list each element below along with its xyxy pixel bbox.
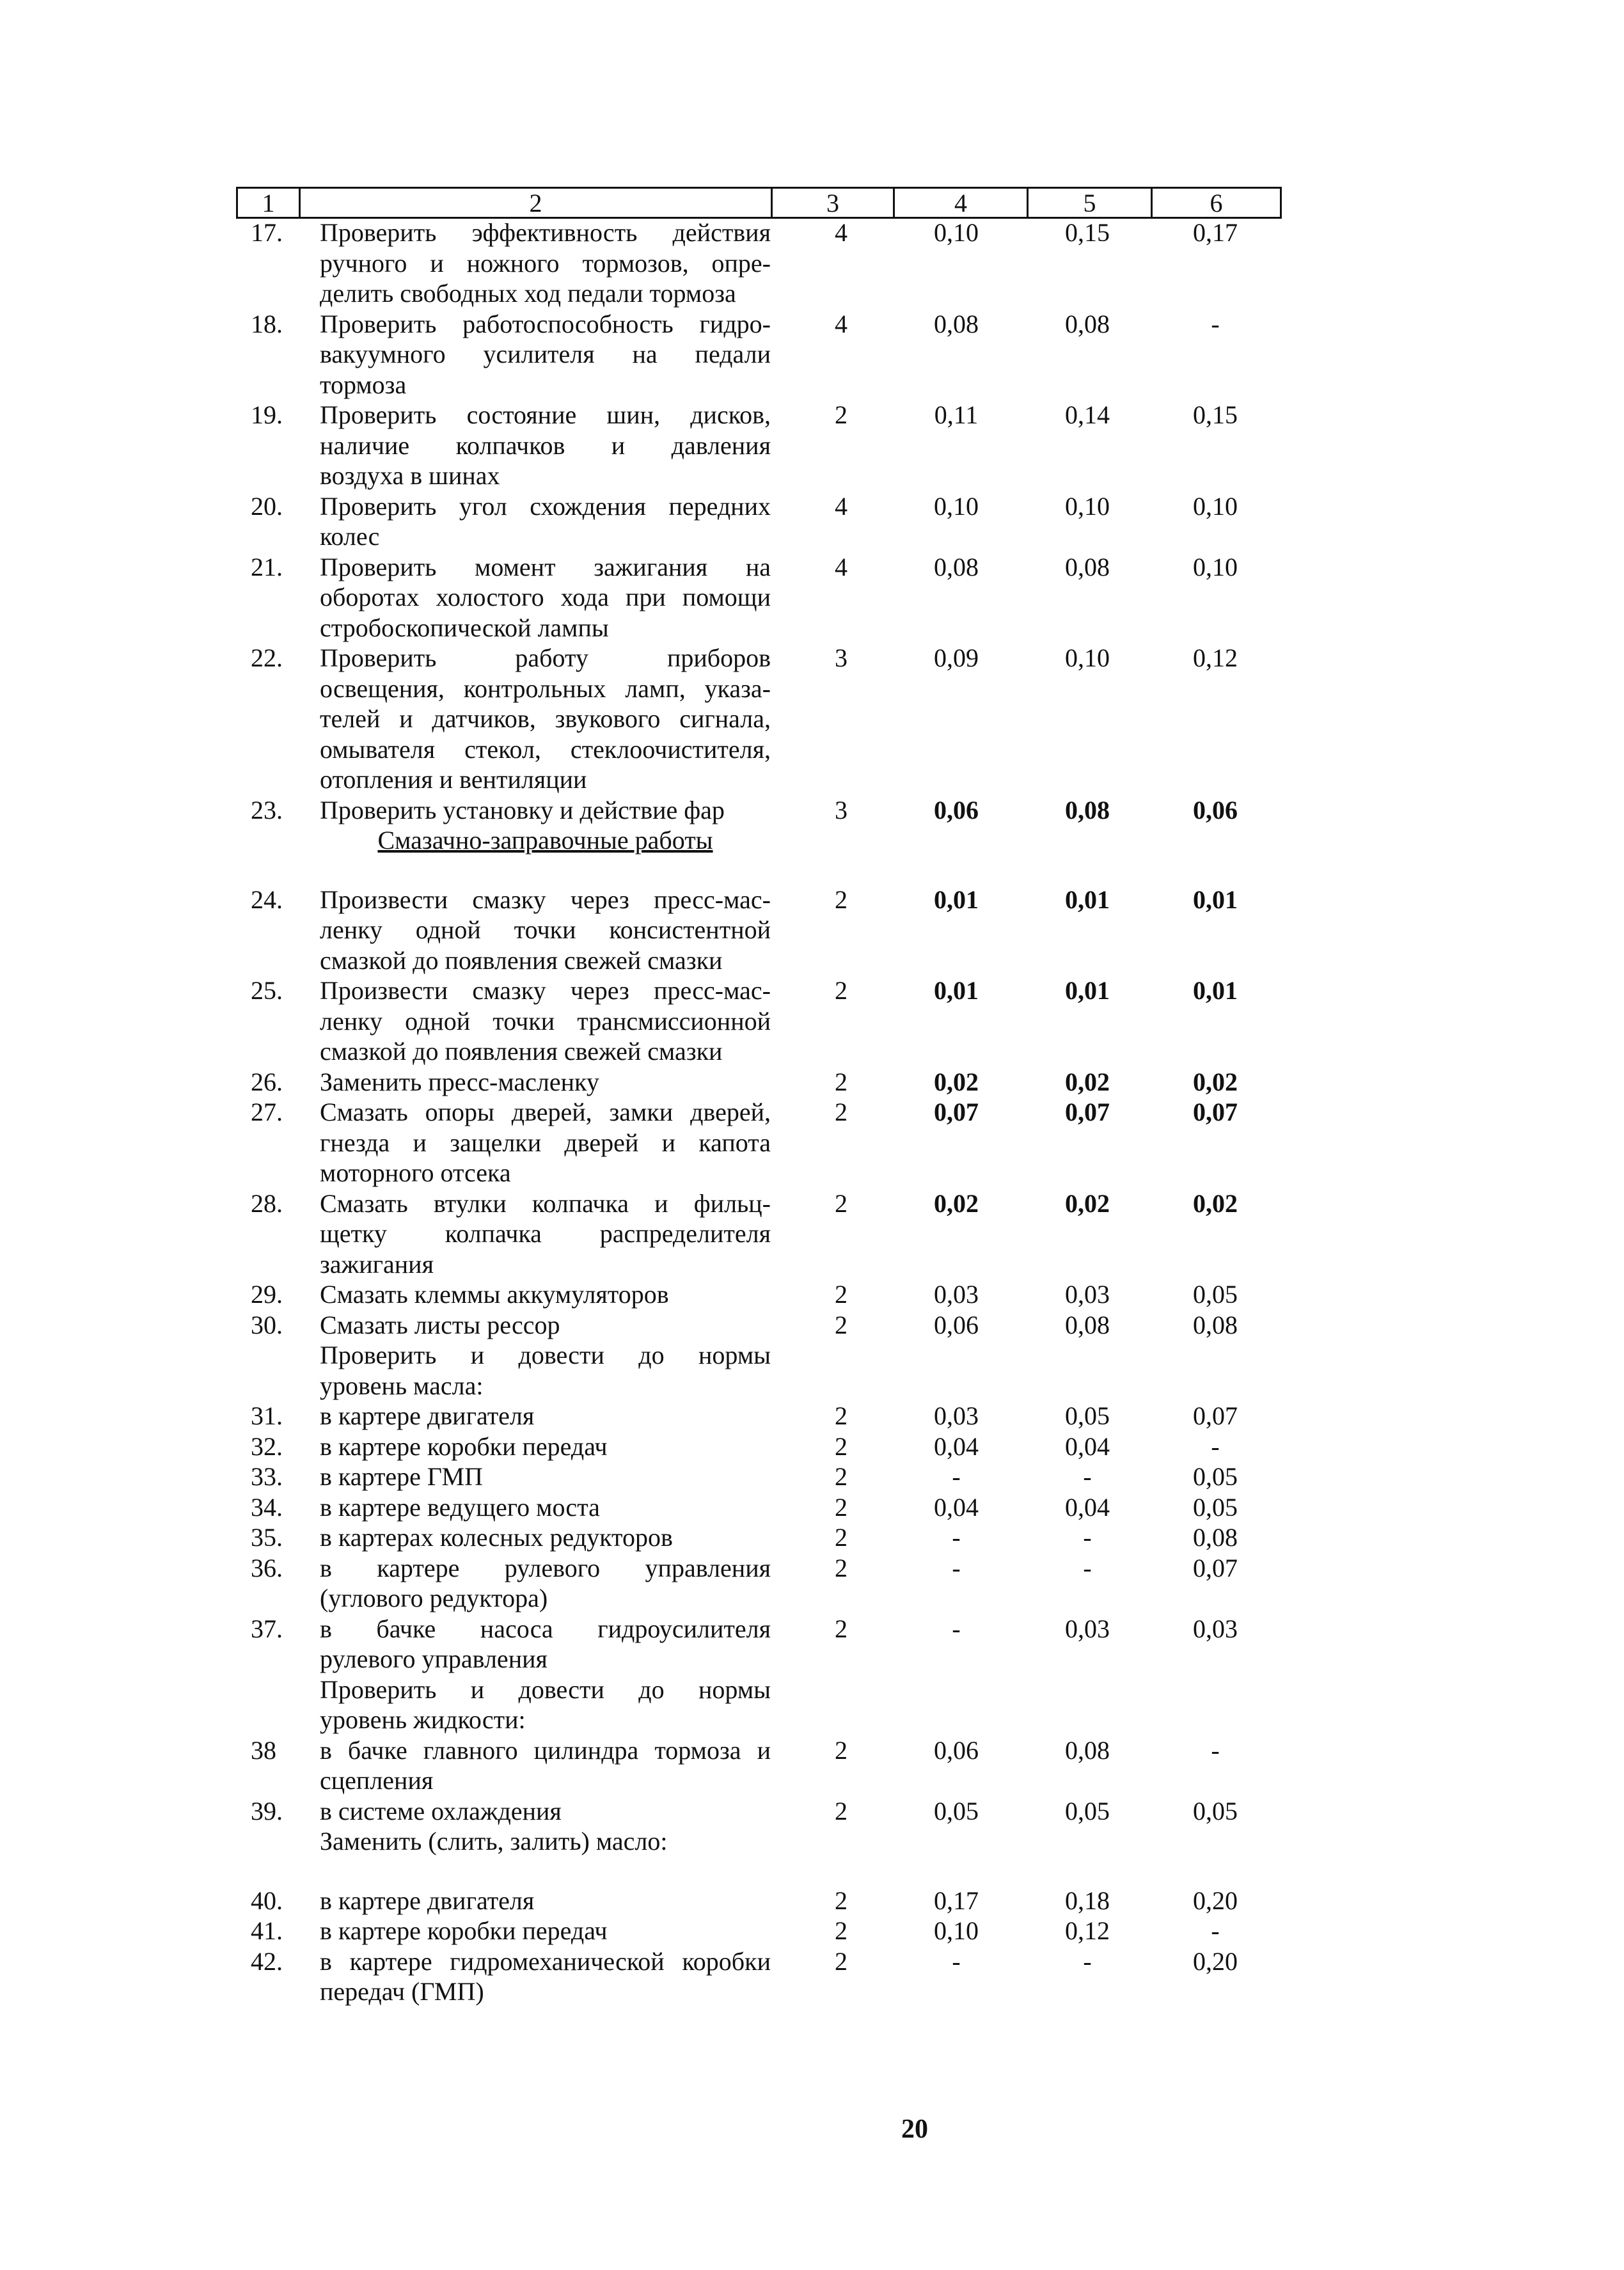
table-row: [0, 1735, 1624, 1796]
description-line: в бачке насоса гидроусилителя: [320, 1614, 771, 1643]
cell-col-3: 2: [835, 1614, 847, 1643]
row-number: 18.: [251, 309, 283, 338]
row-description: [320, 1492, 771, 1523]
header-col-1: 1: [262, 189, 275, 217]
table-row: [0, 1886, 1624, 1916]
cell-col-4: 0,04: [934, 1492, 979, 1522]
cell-col-5: 0,15: [1065, 218, 1110, 247]
cell-col-6: 0,10: [1193, 491, 1238, 521]
row-description: [320, 1796, 771, 1827]
table-row: [0, 885, 1624, 976]
row-description: [320, 552, 771, 643]
row-number: 31.: [251, 1401, 283, 1430]
table-row: [0, 1462, 1624, 1492]
cell-col-3: 2: [835, 1067, 847, 1096]
cell-col-4: 0,08: [934, 309, 979, 338]
description-line: отопления и вентиляции: [320, 765, 587, 794]
description-line: в картере коробки передач: [320, 1431, 608, 1461]
description-line: сцепления: [320, 1766, 434, 1795]
description-line: делить свободных ход педали тормоза: [320, 279, 736, 308]
cell-col-3: 2: [835, 1946, 847, 1976]
description-line: ленку одной точки трансмиссионной: [320, 1006, 771, 1036]
description-line: Произвести смазку через пресс-мас-: [320, 976, 771, 1005]
table-row: [0, 1553, 1624, 1614]
row-number: 32.: [251, 1431, 283, 1461]
header-col-2: 2: [529, 189, 542, 217]
row-description: [320, 1188, 771, 1280]
cell-col-4: 0,17: [934, 1886, 979, 1915]
cell-col-3: 3: [835, 795, 847, 824]
description-line: Смазать опоры дверей, замки дверей,: [320, 1098, 771, 1126]
row-number: 25.: [251, 976, 283, 1005]
table-header: [238, 187, 1282, 219]
row-number: 19.: [251, 400, 283, 429]
description-line: Произвести смазку через пресс-мас-: [320, 885, 771, 914]
cell-col-4: 0,07: [934, 1098, 979, 1126]
cell-col-5: 0,07: [1065, 1098, 1110, 1126]
row-number: 22.: [251, 643, 283, 672]
cell-col-3: 3: [835, 643, 847, 672]
table-row: [0, 1675, 1624, 1735]
cell-col-4: 0,05: [934, 1796, 979, 1825]
description-line: Проверить эффективность действия: [320, 218, 771, 247]
table-row: [0, 1067, 1624, 1098]
row-description: [320, 309, 771, 400]
description-line: тормоза: [320, 370, 407, 399]
cell-col-6: 0,06: [1193, 795, 1238, 824]
cell-col-5: 0,08: [1065, 795, 1110, 824]
row-description: [320, 643, 771, 795]
description-line: Проверить работу приборов: [320, 643, 771, 672]
table-row: [0, 643, 1624, 795]
cell-col-5: 0,08: [1065, 309, 1110, 338]
cell-col-6: 0,07: [1193, 1553, 1238, 1582]
table-row: [0, 1401, 1624, 1431]
cell-col-6: -: [1211, 1916, 1220, 1945]
cell-col-4: 0,08: [934, 552, 979, 581]
row-description: [320, 1553, 771, 1614]
row-description: [320, 975, 771, 1067]
row-description: [320, 1946, 771, 2007]
cell-col-6: 0,05: [1193, 1280, 1238, 1309]
cell-col-5: -: [1083, 1523, 1092, 1552]
table-row: [0, 1279, 1624, 1310]
table-row: [0, 1340, 1624, 1401]
table-row: [0, 1946, 1624, 2007]
description-line: в картере гидромеханической коробки: [320, 1946, 771, 1976]
cell-col-4: 0,04: [934, 1431, 979, 1461]
table-row: [0, 1097, 1624, 1188]
cell-col-4: 0,02: [934, 1067, 979, 1096]
description-line: Проверить угол схождения передних: [320, 491, 771, 521]
row-description: [320, 1675, 771, 1735]
cell-col-5: 0,10: [1065, 491, 1110, 521]
description-line: Проверить работоспособность гидро-: [320, 309, 771, 338]
cell-col-3: 2: [835, 1098, 847, 1126]
description-line: в картере коробки передач: [320, 1916, 608, 1945]
cell-col-4: -: [952, 1553, 961, 1582]
description-line: наличие колпачков и давления: [320, 430, 771, 460]
cell-col-3: 2: [835, 1401, 847, 1430]
cell-col-6: 0,17: [1193, 218, 1238, 247]
cell-col-6: 0,12: [1193, 643, 1238, 672]
cell-col-3: 2: [835, 1431, 847, 1461]
row-number: 24.: [251, 885, 283, 914]
description-line: вакуумного усилителя на педали: [320, 340, 771, 368]
description-line: Проверить момент зажигания на: [320, 552, 771, 581]
cell-col-5: 0,01: [1065, 885, 1110, 914]
table-row: [0, 1614, 1624, 1675]
cell-col-4: -: [952, 1523, 961, 1552]
row-number: 23.: [251, 795, 283, 824]
section-title: Смазачно-заправочные работы: [377, 826, 713, 855]
description-line: в картере ГМП: [320, 1462, 483, 1491]
table-row: [0, 217, 1624, 309]
cell-col-3: 4: [835, 309, 847, 338]
cell-col-3: 2: [835, 1280, 847, 1309]
row-description: [320, 217, 771, 309]
row-description: [320, 1826, 771, 1857]
table-row: [0, 1522, 1624, 1553]
row-description: [320, 1097, 771, 1188]
table-row: [0, 309, 1624, 400]
cell-col-3: 2: [835, 1523, 847, 1552]
cell-col-5: 0,03: [1065, 1614, 1110, 1643]
description-line: гнезда и защелки дверей и капота: [320, 1128, 771, 1157]
cell-col-4: 0,09: [934, 643, 979, 672]
table-row: [0, 1188, 1624, 1280]
table-row: [0, 1826, 1624, 1857]
row-number: 21.: [251, 552, 283, 581]
row-description: [320, 1431, 771, 1462]
header-col-6: 6: [1210, 189, 1223, 217]
cell-col-6: 0,20: [1193, 1886, 1238, 1915]
row-number: 28.: [251, 1188, 283, 1218]
row-number: 36.: [251, 1553, 283, 1582]
row-description: [320, 1614, 771, 1675]
description-line: ручного и ножного тормозов, опре-: [320, 248, 771, 278]
cell-col-6: 0,03: [1193, 1614, 1238, 1643]
row-number: 40.: [251, 1886, 283, 1915]
description-line: Смазать клеммы аккумуляторов: [320, 1280, 669, 1309]
row-number: 34.: [251, 1492, 283, 1522]
cell-col-4: 0,06: [934, 795, 979, 824]
row-description: [320, 1522, 771, 1553]
row-description: [320, 1401, 771, 1431]
table-row: [0, 400, 1624, 491]
cell-col-5: 0,01: [1065, 976, 1110, 1005]
description-line: омывателя стекол, стеклоочистителя,: [320, 734, 771, 764]
cell-col-4: 0,11: [934, 400, 979, 429]
cell-col-4: 0,02: [934, 1188, 979, 1218]
cell-col-5: 0,10: [1065, 643, 1110, 672]
description-line: в картере двигателя: [320, 1401, 535, 1430]
table-row: [0, 552, 1624, 643]
description-line: Проверить состояние шин, дисков,: [320, 400, 771, 429]
cell-col-6: 0,02: [1193, 1067, 1238, 1096]
cell-col-5: -: [1083, 1946, 1092, 1976]
description-line: в картере ведущего моста: [320, 1492, 600, 1522]
cell-col-3: 2: [835, 1462, 847, 1491]
row-number: 20.: [251, 491, 283, 521]
description-line: Заменить пресс-масленку: [320, 1067, 599, 1096]
row-description: [320, 795, 771, 826]
description-line: моторного отсека: [320, 1158, 511, 1187]
cell-col-3: 2: [835, 400, 847, 429]
description-line: зажигания: [320, 1249, 434, 1279]
table-row: [0, 491, 1624, 552]
row-description: [320, 1735, 771, 1796]
table-row: [0, 1916, 1624, 1946]
cell-col-4: 0,01: [934, 885, 979, 914]
cell-col-5: -: [1083, 1553, 1092, 1582]
row-description: [320, 1310, 771, 1341]
cell-col-4: 0,03: [934, 1280, 979, 1309]
cell-col-5: 0,04: [1065, 1431, 1110, 1461]
row-number: 35.: [251, 1523, 283, 1552]
description-line: щетку колпачка распределителя: [320, 1219, 771, 1248]
description-line: смазкой до появления свежей смазки: [320, 945, 723, 975]
row-number: 41.: [251, 1916, 283, 1945]
description-line: Проверить установку и действие фар: [320, 795, 725, 824]
header-col-5: 5: [1083, 189, 1096, 217]
description-line: смазкой до появления свежей смазки: [320, 1037, 723, 1066]
row-description: [320, 1279, 771, 1310]
table-row: [0, 975, 1624, 1067]
cell-col-6: 0,01: [1193, 976, 1238, 1005]
row-description: [320, 1340, 771, 1401]
cell-col-6: 0,20: [1193, 1946, 1238, 1976]
cell-col-6: -: [1211, 1431, 1220, 1461]
row-description: [320, 491, 771, 552]
description-line: ленку одной точки консистентной: [320, 915, 771, 944]
cell-col-3: 2: [835, 1886, 847, 1915]
cell-col-6: 0,05: [1193, 1796, 1238, 1825]
cell-col-5: 0,08: [1065, 552, 1110, 581]
column-separator: [1280, 187, 1282, 219]
description-line: в картере двигателя: [320, 1886, 535, 1915]
description-line: в картерах колесных редукторов: [320, 1523, 673, 1552]
cell-col-3: 2: [835, 1310, 847, 1339]
cell-col-5: 0,08: [1065, 1310, 1110, 1339]
header-col-3: 3: [826, 189, 839, 217]
page-number: 20: [901, 2115, 928, 2144]
row-number: 26.: [251, 1067, 283, 1096]
cell-col-5: 0,02: [1065, 1188, 1110, 1218]
table-row: [0, 1796, 1624, 1827]
cell-col-4: -: [952, 1462, 961, 1491]
description-line: в картере рулевого управления: [320, 1553, 771, 1582]
row-description: [320, 400, 771, 491]
cell-col-5: 0,18: [1065, 1886, 1110, 1915]
cell-col-6: 0,08: [1193, 1523, 1238, 1552]
description-line: (углового редуктора): [320, 1584, 548, 1612]
description-line: Проверить и довести до нормы: [320, 1675, 771, 1704]
cell-col-4: 0,06: [934, 1735, 979, 1765]
cell-col-6: 0,07: [1193, 1098, 1238, 1126]
description-line: передач (ГМП): [320, 1977, 484, 2006]
description-line: в системе охлаждения: [320, 1796, 562, 1825]
description-line: стробоскопической лампы: [320, 613, 609, 642]
cell-col-6: 0,10: [1193, 552, 1238, 581]
row-description: [320, 1462, 771, 1492]
table-row: [0, 795, 1624, 826]
description-line: уровень масла:: [320, 1371, 484, 1400]
cell-col-3: 4: [835, 552, 847, 581]
cell-col-3: 2: [835, 1916, 847, 1945]
row-number: 38: [251, 1735, 276, 1765]
cell-col-4: 0,10: [934, 1916, 979, 1945]
row-number: 37.: [251, 1614, 283, 1643]
cell-col-6: -: [1211, 309, 1220, 338]
cell-col-4: 0,01: [934, 976, 979, 1005]
row-number: 39.: [251, 1796, 283, 1825]
cell-col-3: 2: [835, 1188, 847, 1218]
table-row: [0, 1492, 1624, 1523]
cell-col-6: 0,15: [1193, 400, 1238, 429]
cell-col-3: 2: [835, 976, 847, 1005]
cell-col-4: 0,10: [934, 491, 979, 521]
cell-col-4: -: [952, 1946, 961, 1976]
row-description: [320, 1916, 771, 1946]
cell-col-6: 0,07: [1193, 1401, 1238, 1430]
cell-col-3: 2: [835, 885, 847, 914]
description-line: в бачке главного цилиндра тормоза и: [320, 1735, 771, 1765]
cell-col-4: -: [952, 1614, 961, 1643]
cell-col-3: 2: [835, 1492, 847, 1522]
cell-col-5: 0,14: [1065, 400, 1110, 429]
row-number: 42.: [251, 1946, 283, 1976]
cell-col-3: 4: [835, 218, 847, 247]
row-number: 29.: [251, 1280, 283, 1309]
cell-col-5: -: [1083, 1462, 1092, 1491]
table-row: [0, 1431, 1624, 1462]
cell-col-6: 0,05: [1193, 1462, 1238, 1491]
cell-col-3: 2: [835, 1796, 847, 1825]
description-line: телей и датчиков, звукового сигнала,: [320, 704, 771, 733]
cell-col-5: 0,05: [1065, 1401, 1110, 1430]
row-number: 30.: [251, 1310, 283, 1339]
description-line: освещения, контрольных ламп, указа-: [320, 674, 771, 703]
description-line: колес: [320, 522, 380, 551]
cell-col-6: 0,01: [1193, 885, 1238, 914]
description-line: Смазать листы рессор: [320, 1310, 560, 1339]
cell-col-4: 0,10: [934, 218, 979, 247]
cell-col-5: 0,12: [1065, 1916, 1110, 1945]
cell-col-5: 0,04: [1065, 1492, 1110, 1522]
description-line: оборотах холостого хода при помощи: [320, 583, 771, 611]
description-line: уровень жидкости:: [320, 1705, 526, 1734]
header-col-4: 4: [954, 189, 967, 217]
cell-col-3: 2: [835, 1553, 847, 1582]
cell-col-6: -: [1211, 1735, 1220, 1765]
cell-col-4: 0,03: [934, 1401, 979, 1430]
description-line: Проверить и довести до нормы: [320, 1341, 771, 1369]
row-number: 17.: [251, 218, 283, 247]
cell-col-6: 0,02: [1193, 1188, 1238, 1218]
description-line: воздуха в шинах: [320, 461, 500, 490]
row-number: 27.: [251, 1098, 283, 1126]
cell-col-5: 0,08: [1065, 1735, 1110, 1765]
row-description: [320, 1886, 771, 1916]
cell-col-6: 0,05: [1193, 1492, 1238, 1522]
cell-col-4: 0,06: [934, 1310, 979, 1339]
description-line: Заменить (слить, залить) масло:: [320, 1827, 668, 1856]
cell-col-5: 0,02: [1065, 1067, 1110, 1096]
cell-col-6: 0,08: [1193, 1310, 1238, 1339]
table-row: [0, 1310, 1624, 1341]
cell-col-5: 0,05: [1065, 1796, 1110, 1825]
cell-col-5: 0,03: [1065, 1280, 1110, 1309]
description-line: Смазать втулки колпачка и фильц-: [320, 1188, 771, 1218]
cell-col-3: 2: [835, 1735, 847, 1765]
row-description: [320, 1067, 771, 1098]
description-line: рулевого управления: [320, 1644, 548, 1673]
cell-col-3: 4: [835, 491, 847, 521]
row-number: 33.: [251, 1462, 283, 1491]
row-description: [320, 885, 771, 976]
